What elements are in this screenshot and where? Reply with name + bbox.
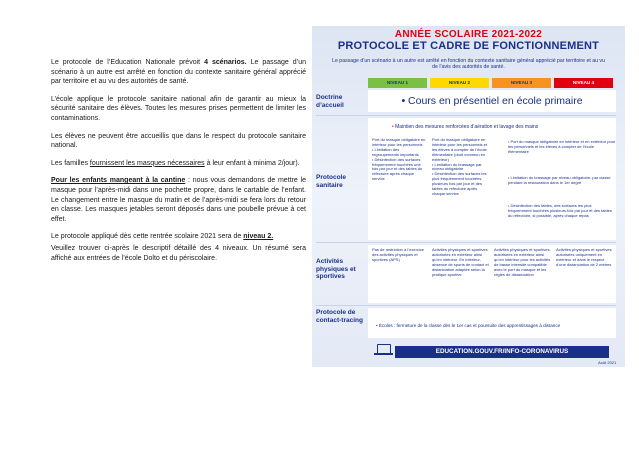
activites-level-4: Activités physiques et sportives autorisées uniquement en extérieur et dans le respect d’une distanciation de 2 mètres (556, 247, 612, 267)
sanitaire-level-34-b: • Limitation du brassage par niveau obligatoire, par classe pendant la restauration dans le 1er degré (508, 175, 611, 185)
doctrine-text: en école primaire (502, 95, 583, 107)
text: Le protocole de l’Education Nationale prévoit (51, 59, 205, 66)
paragraph-accueil: Les élèves ne peuvent être accueillis que dans le respect du protocole sanitaire national. (51, 132, 306, 150)
sanitaire-level-1: Port du masque obligatoire en intérieur pour les personnels • Limitation des regroupements importants • Désinfection des surfaces fréquemment touchées une fois par jour et des tables du réfectoire après chaque service (372, 137, 426, 182)
doctrine-cell (368, 90, 616, 112)
sanitaire-level-34-a: • Port du masque obligatoire en intérieur et en extérieur pour les personnels et les élèves à compter de l’école élémentaire (508, 139, 616, 154)
poster-date: Août 2021 (598, 360, 617, 365)
paragraph-masques (51, 159, 306, 169)
row-label-sanitaire: Protocole sanitaire (316, 174, 346, 189)
text: à leur enfant à minima 2/jour). (204, 159, 300, 167)
level-4-header: NIVEAU 4 (554, 78, 613, 88)
text: Port du masque obligatoire en intérieur et en extérieur pour les personnels et les élèves à compter de l’école élémentaire (508, 139, 616, 154)
row-divider (316, 115, 616, 116)
text: Les familles (51, 159, 90, 167)
activites-level-2: Activités physiques et sportives autorisées en extérieur ainsi qu’en intérieur. En intérieur, absence de sports de contact et distanciation adaptée selon la pratique sportive (432, 247, 489, 277)
text: Le protocole appliqué dès cette rentrée scolaire 2021 sera de (51, 233, 244, 241)
bullet-icon: • (401, 95, 409, 107)
text-bold: 4 scénarios. (204, 59, 247, 66)
poster-subtitle: Le passage d’un scénario à un autre est arrêté en fonction du contexte sanitaire général apprécié par territoire et au vu de l’avis des autorités de santé. (332, 58, 605, 71)
sanitaire-wide-text: • Maintien des mesures renforcées d’aération et lavage des mains (392, 124, 539, 130)
text-bold-underlined: Pour les enfants mangeant à la cantine (51, 177, 186, 185)
laptop-icon (377, 344, 391, 354)
activites-level-3: Activités physiques et sportives autorisées en extérieur ainsi qu’en intérieur pour les activités de basse intensité compatible avec le port du masque et les règles de distanciation (494, 247, 551, 277)
level-3-header: NIVEAU 3 (492, 78, 551, 88)
text: Limitation du brassage par niveau obligatoire, par classe pendant la restauration dans le 1er degré (508, 175, 611, 185)
paragraph-scenarios (51, 58, 306, 87)
level-2-header: NIVEAU 2 (430, 78, 489, 88)
sanitaire-level-34-c: • Désinfection des tables, des surfaces les plus fréquemment touchées plusieurs fois par jour et des tables du réfectoire, si possible, après chaque repas (508, 203, 612, 218)
row-label-tracing: Protocole de contact-tracing (316, 309, 363, 324)
paragraph-descriptif: Veuillez trouver ci-après le descriptif détaillé des 4 niveaux. Un résumé sera affiché aux entrées de l’école Dolto et du périscolaire. (51, 244, 306, 262)
paragraph-cantine (51, 176, 306, 224)
row-label-doctrine: Doctrine d’accueil (316, 94, 344, 109)
activites-level-1: Pas de restriction à l’exercice des activités physiques et sportives (APS) (372, 247, 425, 262)
paragraph-application: L’école applique le protocole sanitaire national afin de garantir au mieux la sécurité sanitaire des élèves. Toutes les mesures prises permettent de limiter les contaminations. (51, 95, 306, 122)
text-bold-underlined: niveau 2. (243, 233, 274, 241)
text: Le passage d’un scénario à un autre est arrêté en fonction du contexte sanitaire général apprécié par territoire et au vu des autorités de santé. (51, 59, 307, 86)
protocol-poster (312, 26, 625, 367)
level-1-header: NIVEAU 1 (368, 78, 427, 88)
tracing-text: • Écoles : fermeture de la classe dès le 1er cas et poursuite des apprentissages à distance (376, 323, 561, 328)
text: : nous vous demandons de mettre le masque pour l’après-midi dans une pochette propre, dans le cartable de l’enfant. Le changement entre le masque du matin et de l’après-midi se fera lors du retour en classe. Les masques jetables seront déposés dans une poubelle prévue à cet effet. (51, 177, 306, 223)
footer-url[interactable]: EDUCATION.GOUV.FR/INFO-CORONAVIRUS (395, 346, 609, 358)
poster-year-title: ANNÉE SCOLAIRE 2021-2022 (394, 29, 543, 40)
text: Maintien des mesures renforcées d’aération et lavage des mains (395, 124, 539, 130)
row-divider (316, 305, 616, 306)
text-underlined: fournissent les masques nécessaires (89, 159, 205, 167)
poster-main-title: PROTOCOLE ET CADRE DE FONCTIONNEMENT (337, 40, 600, 52)
row-label-activites: Activités physiques et sportives (316, 258, 356, 280)
doctrine-text: Cours en présentiel (408, 95, 500, 107)
text: Écoles : fermeture de la classe dès le 1er cas et poursuite des apprentissages à distance (378, 323, 561, 328)
paragraph-niveau (51, 232, 306, 242)
text: Désinfection des tables, des surfaces les plus fréquemment touchées plusieurs fois par jour et des tables du réfectoire, si possible, après chaque repas (508, 203, 612, 218)
intro-text (51, 58, 306, 271)
sanitaire-level-2: Port du masque obligatoire en intérieur pour les personnels et les élèves à compter de l’école élémentaire (droit commun en extérieur) • Limitation du brassage par niveau obligatoire • Désinfection des surfaces les plus fréquemment touchées plusieurs fois par jour et des tables du réfectoire après chaque service (432, 137, 487, 196)
row-divider (316, 242, 616, 243)
